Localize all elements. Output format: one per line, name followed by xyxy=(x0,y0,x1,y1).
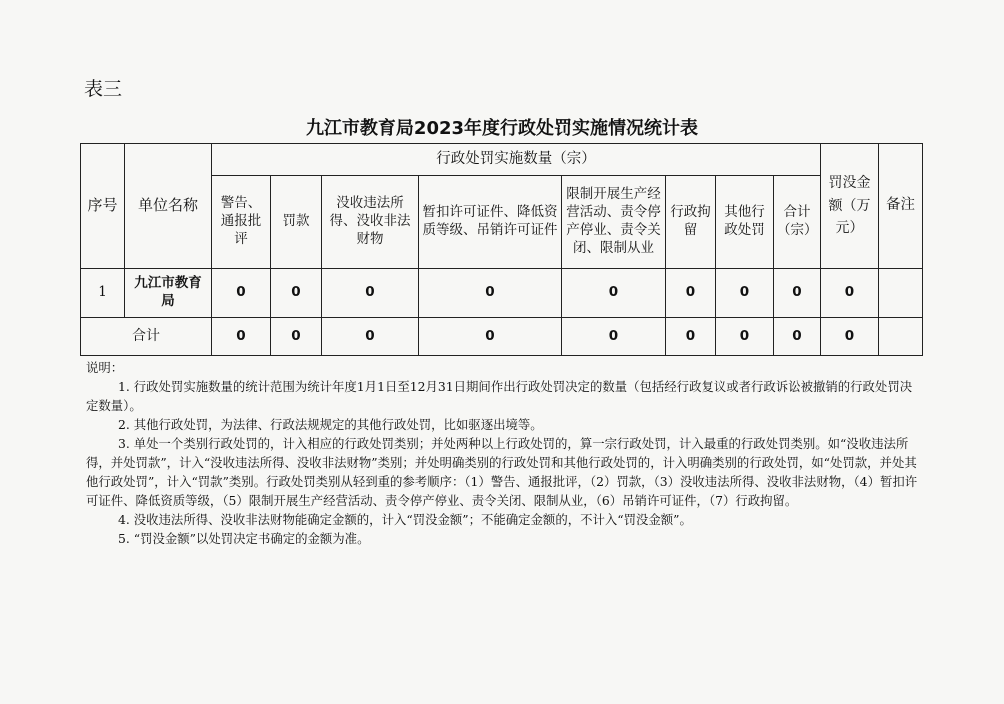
row-value-confiscation: 0 xyxy=(322,269,419,318)
row-value-other: 0 xyxy=(716,269,774,318)
note-item-4: 4. 没收违法所得、没收非法财物能确定金额的，计入“罚没金额”；不能确定金额的，不计入“罚没金额”。 xyxy=(118,512,692,527)
total-value-total: 0 xyxy=(774,318,821,356)
total-remark xyxy=(879,318,923,356)
header-row-1 xyxy=(81,144,923,176)
header-fine: 罚款 xyxy=(271,176,322,269)
document-title: 九江市教育局2023年度行政处罚实施情况统计表 xyxy=(305,118,699,139)
header-detention: 行政拘留 xyxy=(666,176,716,269)
row-value-detention: 0 xyxy=(666,269,716,318)
page-label: 表三 xyxy=(84,78,123,100)
statistics-table xyxy=(80,143,923,356)
total-value-warning: 0 xyxy=(212,318,271,356)
note-item-5: 5. “罚没金额”以处罚决定书确定的金额为准。 xyxy=(118,531,370,546)
header-confiscation: 没收违法所得、没收非法财物 xyxy=(322,176,419,269)
data-row xyxy=(81,269,923,318)
header-remark: 备注 xyxy=(879,144,923,269)
row-unit-name: 九江市教育局 xyxy=(125,269,212,318)
note-item-1: 1. 行政处罚实施数量的统计范围为统计年度1月1日至12月31日期间作出行政处罚决定的数量（包括经行政复议或者行政诉讼被撤销的行政处罚决定数量）。 xyxy=(86,379,913,413)
row-value-restriction: 0 xyxy=(562,269,666,318)
total-value-fine: 0 xyxy=(271,318,322,356)
total-label: 合计 xyxy=(81,318,212,356)
total-value-restriction: 0 xyxy=(562,318,666,356)
total-value-other: 0 xyxy=(716,318,774,356)
note-item-2: 2. 其他行政处罚，为法律、行政法规规定的其他行政处罚，比如驱逐出境等。 xyxy=(118,417,543,432)
header-unit-name: 单位名称 xyxy=(125,144,212,269)
header-penalty-count-group: 行政处罚实施数量（宗） xyxy=(212,144,821,176)
row-value-license: 0 xyxy=(419,269,562,318)
total-value-confiscation: 0 xyxy=(322,318,419,356)
header-seq: 序号 xyxy=(81,144,125,269)
row-value-warning: 0 xyxy=(212,269,271,318)
row-value-fine: 0 xyxy=(271,269,322,318)
total-fine-amount: 0 xyxy=(821,318,879,356)
header-total-count: 合计（宗） xyxy=(774,176,821,269)
total-value-license: 0 xyxy=(419,318,562,356)
notes-heading: 说明： xyxy=(86,360,124,375)
total-value-detention: 0 xyxy=(666,318,716,356)
header-warning: 警告、通报批评 xyxy=(212,176,271,269)
note-item-3: 3. 单处一个类别行政处罚的，计入相应的行政处罚类别；并处两种以上行政处罚的，算一宗行政处罚，计入最重的行政处罚类别。如“没收违法所得，并处罚款”，计入“没收违法所得、没收非法财物”类别；并处明确类别的行政处罚和其他行政处罚的，计入明确类别的行政处罚，如“处罚款，并处其他行政处罚”，计入“罚款”类别。行政处罚类别从轻到重的参考顺序：（1）警告、通报批评，（2）罚款，（3）没收违法所得、没收非法财物，（4）暂扣许可证件、降低资质等级，（5）限制开展生产经营活动、责令停产停业、责令关闭、限制从业，（6）吊销许可证件，（7）行政拘留。 xyxy=(86,436,918,508)
row-seq: 1 xyxy=(81,269,125,318)
header-other-penalty: 其他行政处罚 xyxy=(716,176,774,269)
row-value-total: 0 xyxy=(774,269,821,318)
row-fine-amount: 0 xyxy=(821,269,879,318)
row-remark xyxy=(879,269,923,318)
header-business-restriction: 限制开展生产经营活动、责令停产停业、责令关闭、限制从业 xyxy=(562,176,666,269)
header-fine-amount: 罚没金额（万元） xyxy=(821,144,879,269)
notes-section xyxy=(86,358,922,548)
total-row xyxy=(81,318,923,356)
header-license-suspension: 暂扣许可证件、降低资质等级、吊销许可证件 xyxy=(419,176,562,269)
